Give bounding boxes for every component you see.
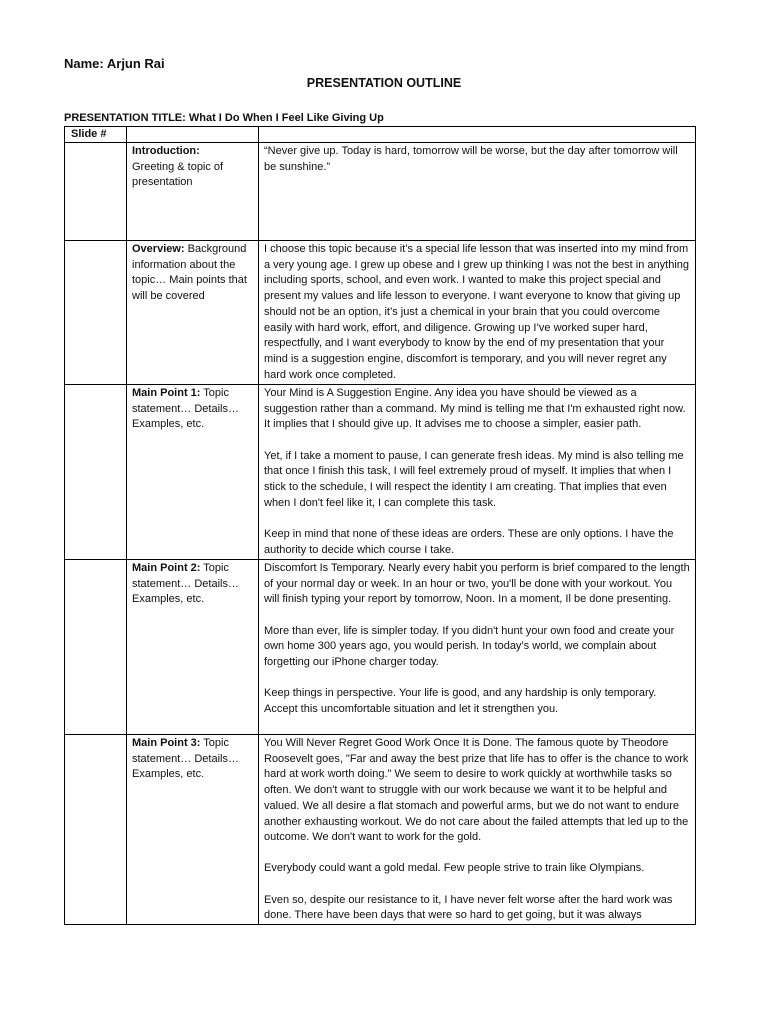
content-paragraph: Keep in mind that none of these ideas are orders. These are only options. I have the authority to decide which course I take. xyxy=(264,527,674,556)
section-label-bold: Main Point 1: xyxy=(132,387,201,399)
content-paragraph: Even so, despite our resistance to it, I have never felt worse after the hard work was done. There have been days that were so hard to get going, but it was always xyxy=(264,893,673,922)
slide-number-cell xyxy=(65,385,127,560)
section-label-description: Background information about the topic… Main points that will be covered xyxy=(132,243,247,303)
slide-number-cell xyxy=(65,143,127,241)
student-name: Name: Arjun Rai xyxy=(64,56,165,71)
table-row xyxy=(65,143,696,241)
slide-number-header: Slide # xyxy=(65,127,127,143)
content-paragraph: Yet, if I take a moment to pause, I can generate fresh ideas. My mind is also telling me that once I finish this task, I will feel extremely proud of myself. It implies that when I stick to the schedule, I will respect the identity I am creating. That implies that even when I don't feel like it, I can complete this task. xyxy=(264,449,684,509)
table-row xyxy=(65,385,696,560)
content-paragraph: You Will Never Regret Good Work Once It is Done. The famous quote by Theodore Roosevelt goes, "Far and away the best prize that life has to offer is the chance to work hard at work worth doing." We seem to desire to work quickly at worthwhile tasks so often. We don't want to struggle with our work because we want it to be helpful and valued. We all desire a flat stomach and powerful arms, but we do not want to endure another exhausting workout. We do not care about the failed attempts that led up to the outcome. We don't want to work for the gold. xyxy=(264,737,689,844)
outline-table xyxy=(64,126,696,925)
section-content-cell xyxy=(259,143,696,241)
section-label-cell xyxy=(127,560,259,735)
section-content-cell xyxy=(259,241,696,385)
table-row xyxy=(65,241,696,385)
section-content-cell xyxy=(259,735,696,925)
section-label-description: Topic statement… Details… Examples, etc. xyxy=(132,737,239,781)
section-label-description: Topic statement… Details… Examples, etc. xyxy=(132,562,239,606)
section-label-description: Greeting & topic of presentation xyxy=(132,160,224,189)
slide-number-cell xyxy=(65,560,127,735)
section-label-cell xyxy=(127,385,259,560)
section-label-bold: Main Point 2: xyxy=(132,562,201,574)
section-label-bold: Main Point 3: xyxy=(132,737,201,749)
content-paragraph: Your Mind is A Suggestion Engine. Any idea you have should be viewed as a suggestion rather than a command. My mind is telling me that I'm exhausted right now. It implies that I should give up. It advises me to choose a simpler, easier path. xyxy=(264,387,686,431)
document-title: PRESENTATION OUTLINE xyxy=(306,76,462,90)
slide-number-cell xyxy=(65,735,127,925)
slide-number-cell xyxy=(65,241,127,385)
section-content-cell xyxy=(259,560,696,735)
section-label-cell xyxy=(127,143,259,241)
table-header-row xyxy=(65,127,696,143)
section-label-bold: Introduction: xyxy=(132,145,200,157)
content-paragraph: Everybody could want a gold medal. Few people strive to train like Olympians. xyxy=(264,862,645,875)
section-content-cell xyxy=(259,385,696,560)
table-row xyxy=(65,735,696,925)
section-label-cell xyxy=(127,735,259,925)
content-paragraph: I choose this topic because it’s a special life lesson that was inserted into my mind from a very young age. I grew up obese and I grew up thinking I was not the best in anything including sports, school, and even work. I wanted to make this project special and present my values and life lesson to everyone. I want everyone to know that giving up should not be an option, it’s just a chemical in your brain that you could overcome easily with hard work, effort, and diligence. Growing up I’ve worked super hard, respectfully, and I want everybody to know by the end of my presentation that your mind is a suggestion engine, discomfort is temporary, and you will never regret any hard work once completed. xyxy=(264,243,689,381)
section-label-description: Topic statement… Details… Examples, etc. xyxy=(132,387,239,431)
content-paragraph: “Never give up. Today is hard, tomorrow will be worse, but the day after tomorrow will be sunshine.” xyxy=(264,145,678,173)
content-paragraph: Discomfort Is Temporary. Nearly every habit you perform is brief compared to the length of your normal day or week. In an hour or two, you'll be done with your workout. You will finish typing your report by tomorrow, Noon. In a moment, Il be done presenting. xyxy=(264,562,690,606)
table-row xyxy=(65,560,696,735)
section-label-bold: Overview: xyxy=(132,243,185,255)
content-paragraph: Keep things in perspective. Your life is good, and any hardship is only temporary. Accept this uncomfortable situation and let it strengthen you. xyxy=(264,687,657,715)
header-blank-cell xyxy=(127,127,259,143)
content-paragraph: More than ever, life is simpler today. If you didn't hunt your own food and create your own home 300 years ago, you would perish. In today’s world, we complain about forgetting our iPhone charger today. xyxy=(264,624,675,669)
presentation-title: PRESENTATION TITLE: What I Do When I Feel Like Giving Up xyxy=(64,112,384,124)
header-blank-cell xyxy=(259,127,696,143)
section-label-cell xyxy=(127,241,259,385)
